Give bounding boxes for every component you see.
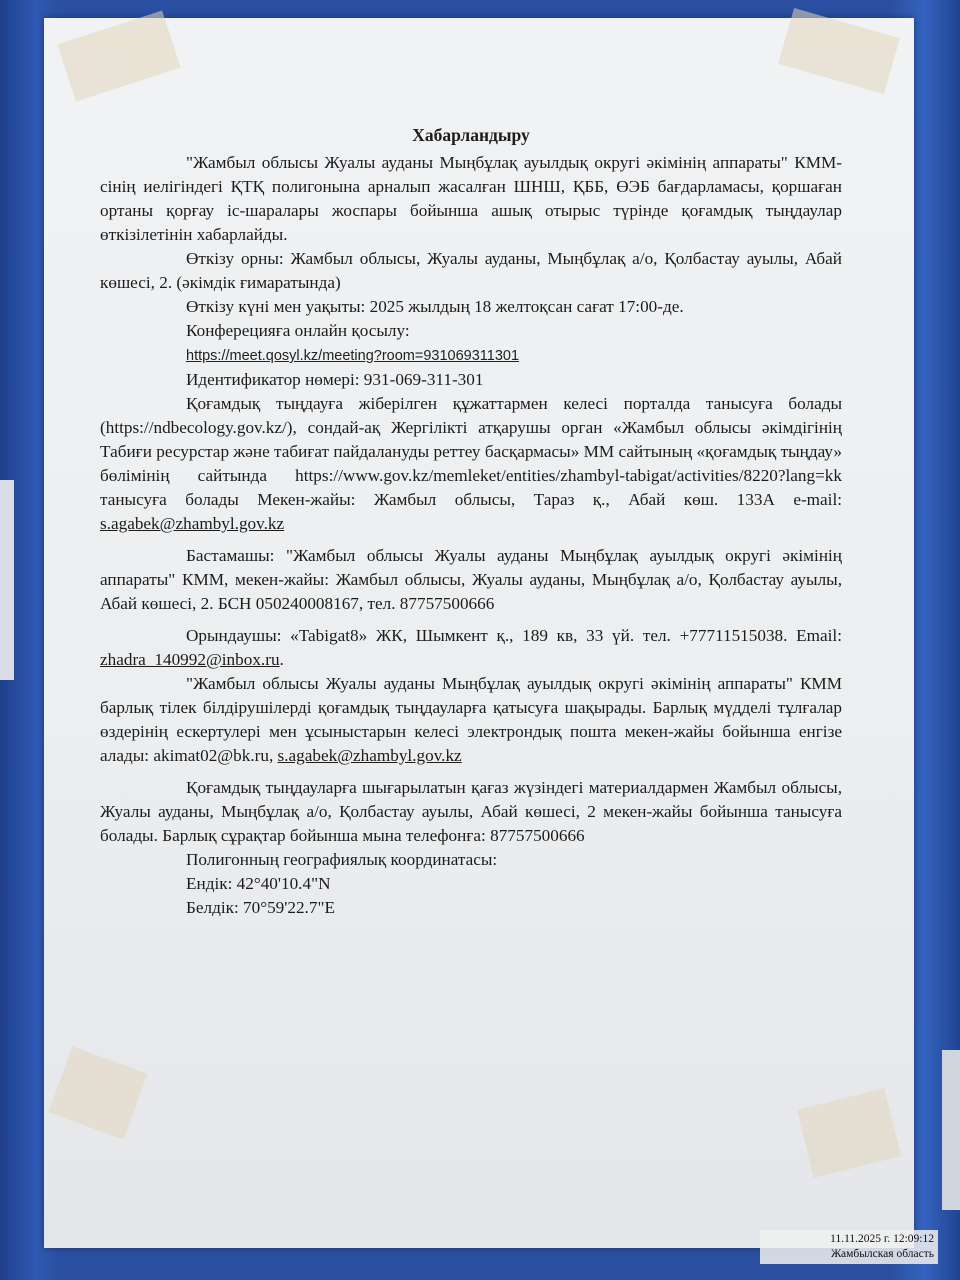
intro-paragraph: "Жамбыл облысы Жуалы ауданы Мыңбұлақ ауылдық округі әкімінің аппараты" КММ-сінің иелігіндегі ҚТҚ полигонына арналып жасалған ШНШ, ҚББ, ӨЭБ бағдарламасы, қоршаған ортаны қорғау іс-шаралары жоспары бойынша ашық отырыс түрінде қоғамдық тыңдаулар өткізілетінін хабарлайды. [100, 153, 842, 244]
conference-link-line [100, 343, 842, 368]
tape-top-left [57, 10, 180, 101]
camera-timestamp [760, 1230, 938, 1264]
timestamp-location: Жамбылская область [830, 1248, 934, 1260]
datetime-paragraph: Өткізу күні мен уақыты: 2025 жылдың 18 желтоқсан сағат 17:00-де. [186, 297, 684, 316]
paper-materials-paragraph: Қоғамдық тыңдауларға шығарылатын қағаз жүзіндегі материалдармен Жамбыл облысы, Жуалы ауданы, Мыңбұлақ а/о, Қолбастау ауылы, Абай көшесі, 2 мекен-жайы бойынша танысуға болады. Барлық сұрақтар бойынша мына телефонға: 87757500666 [100, 778, 842, 845]
invitation-paragraph [100, 672, 842, 768]
document-title: Хабарландыру [412, 125, 530, 145]
tape-bottom-right [797, 1088, 901, 1178]
identifier-line: Идентификатор нөмері: 931-069-311-301 [186, 370, 484, 389]
documents-paragraph [100, 392, 842, 536]
executor-end: . [279, 650, 284, 669]
latitude-line: Ендік: 42°40'10.4"N [186, 874, 331, 893]
tape-bottom-left [48, 1046, 147, 1139]
adjacent-paper-left [0, 480, 14, 680]
invitation-email[interactable]: s.agabek@zhambyl.gov.kz [277, 746, 462, 765]
coords-title: Полигонның географиялық координатасы: [186, 850, 498, 869]
documents-text: Қоғамдық тыңдауға жіберілген құжаттармен келесі порталда танысуға болады (https://ndbecology.gov.kz/), сондай-ақ Жергілікті атқарушы орган «Жамбыл облысы әкімдігінің Табиғи ресурстар және табиғат пайдалануды реттеу басқармасы» ММ сайтының «қоғамдық тыңдау» бөлімінің сайтында https://www.gov.kz/memleket/entities/zhambyl-tabigat/activities/8220?lang=kk танысуға болады Мекен-жайы: Жамбыл облысы, Тараз қ., Абай көш. 133А e-mail: [100, 394, 842, 509]
invitation-text: "Жамбыл облысы Жуалы ауданы Мыңбұлақ ауылдық округі әкімінің аппараты" КММ барлық тілек білдірушілерді қоғамдық тыңдауларға қатысуға шақырады. Барлық мүдделі тұлғалар өздерінің ескертулері мен ұсыныстарын келесі электрондық пошта мекен-жайы бойынша енгізе алады: akimat02@bk.ru, [100, 674, 842, 765]
initiator-paragraph: Бастамашы: "Жамбыл облысы Жуалы ауданы Мыңбұлақ ауылдық округі әкімінің аппараты" КММ, мекен-жайы: Жамбыл облысы, Жуалы ауданы, Мыңбұлақ а/о, Қолбастау ауылы, Абай көшесі, 2. БСН 050240008167, тел. 87757500666 [100, 546, 842, 613]
venue-paragraph: Өткізу орны: Жамбыл облысы, Жуалы ауданы, Мыңбұлақ а/о, Қолбастау ауылы, Абай көшесі, 2. (әкімдік ғимаратында) [100, 249, 842, 292]
executor-text: Орындаушы: «Tabigat8» ЖК, Шымкент қ., 189 кв, 33 үй. тел. +77711515038. Email: [186, 626, 842, 645]
conference-link[interactable]: https://meet.qosyl.kz/meeting?room=931069311301 [186, 348, 520, 364]
timestamp-datetime: 11.11.2025 г. 12:09:12 [830, 1233, 934, 1245]
announcement-document [100, 123, 842, 920]
longitude-line: Белдік: 70°59'22.7"E [186, 898, 335, 917]
tape-top-right [778, 8, 900, 94]
conference-label: Конферецияға онлайн қосылу: [186, 321, 410, 340]
executor-paragraph [100, 624, 842, 672]
adjacent-paper-right [942, 1050, 960, 1210]
documents-email[interactable]: s.agabek@zhambyl.gov.kz [100, 514, 285, 533]
executor-email[interactable]: zhadra_140992@inbox.ru [100, 650, 280, 669]
